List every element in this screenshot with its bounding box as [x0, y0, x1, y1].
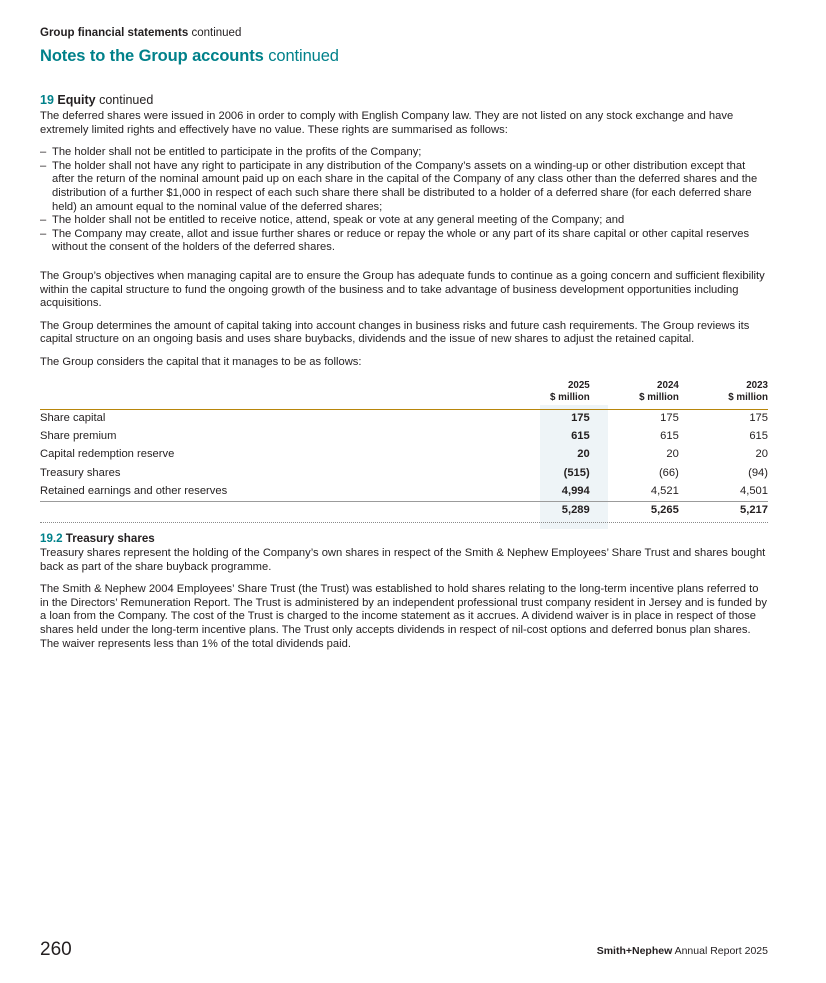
subsection-title: Treasury shares: [62, 532, 155, 546]
list-item-label: The Company may create, allot and issue further shares or reduce or repay the whole or any part of its share capital or other capital reserves without the consent of the holders of the deferred shares.: [52, 227, 750, 254]
row-value-2024: 4,521: [650, 484, 679, 497]
table-row: [40, 482, 768, 501]
main-content: [40, 92, 768, 660]
list-item-label: The holder shall not be entitled to receive notice, attend, speak or vote at any general meeting of the Company; and: [52, 214, 625, 227]
row-label: Treasury shares: [40, 466, 121, 479]
capital-intro-paragraph: The Group considers the capital that it manages to be as follows:: [40, 355, 362, 368]
list-item: [40, 146, 768, 160]
list-item: [40, 228, 768, 255]
table-col-unit-2023: $ million: [728, 392, 768, 403]
dash-icon: –: [40, 159, 47, 172]
subsection-heading: [40, 531, 768, 546]
row-label: Share premium: [40, 430, 117, 443]
total-label: [40, 501, 501, 520]
total-value-2024: 5,265: [590, 501, 679, 520]
dash-icon: –: [40, 227, 47, 240]
table-col-unit-2024: $ million: [639, 392, 679, 403]
list-item: [40, 160, 768, 214]
note-heading: [40, 92, 768, 108]
running-head: [40, 26, 241, 40]
list-item-label: The holder shall not have any right to participate in any distribution of the Company’s assets on a winding-up or other distribution except that after the return of the nominal amount paid up on each share in the capital of the Company of any class other than the deferred shares and the distribution of a further $1,000 in respect of each such share there shall be distributed to a holder of a deferred share (for each deferred share held) an amount equal to the nominal value of the deferred shares;: [52, 159, 758, 213]
row-value-2024: 175: [660, 412, 679, 425]
table-col-unit-2025: $ million: [549, 392, 590, 403]
table-bottom-dotted-rule: [40, 522, 768, 523]
page-number: 260: [40, 939, 72, 960]
table-col-unit-label: [40, 392, 501, 405]
row-label: Capital redemption reserve: [40, 448, 175, 461]
list-item-label: The holder shall not be entitled to participate in the profits of the Company;: [52, 146, 422, 159]
table-col-year-2024: 2024: [657, 379, 679, 391]
table-body: [40, 409, 768, 520]
row-value-2023: 175: [749, 412, 768, 425]
row-value-2023: 615: [749, 430, 768, 443]
table-col-year-2025: 2025: [567, 379, 590, 391]
note-title: Equity: [57, 93, 96, 107]
page-title-text: Notes to the Group accounts: [40, 47, 264, 65]
table-row: [40, 446, 768, 464]
row-value-2025: 615: [571, 430, 590, 443]
dash-icon: –: [40, 214, 47, 227]
subsection-number: 19.2: [40, 532, 63, 546]
row-value-2024: 615: [660, 430, 679, 443]
table-col-year-2023: 2023: [746, 379, 768, 391]
page-title: [40, 46, 339, 66]
running-head-title: Group financial statements: [40, 27, 189, 39]
table-row: [40, 464, 768, 482]
list-item: [40, 214, 768, 228]
table-row: [40, 409, 768, 428]
capital-table: [40, 380, 768, 521]
treasury-shares-paragraph-2: The Smith & Nephew 2004 Employees’ Share Trust (the Trust) was established to hold shares relating to the long-term incentive plans referred to in the Directors’ Remuneration Report. The Trust is administered by an independent professional trust company resident in Jersey and is funded by a loan from the Company. The cost of the Trust is charged to the income statement as it accrues. A dividend waiver is in place in respect of those shares held under the long-term incentive plans. The Trust only accepts dividends in respect of nil-cost options and deferred bonus plan shares. The waiver represents less than 1% of the total dividends paid.: [40, 583, 767, 650]
dash-icon: –: [40, 146, 47, 159]
note-number: 19: [40, 93, 54, 107]
row-value-2023: (94): [748, 466, 768, 479]
footer-report-label: [597, 945, 768, 957]
row-label: Share capital: [40, 412, 106, 425]
table-total-row: [40, 501, 768, 520]
treasury-shares-paragraph-1: Treasury shares represent the holding of the Company’s own shares in respect of the Smith & Nephew Employees’ Share Trust and shares bought back as part of the share buyback programme.: [40, 547, 766, 573]
total-value-2023: 5,217: [679, 501, 768, 520]
row-value-2025: 175: [571, 412, 590, 425]
row-value-2024: (66): [658, 466, 679, 479]
page-title-continued: continued: [263, 47, 339, 65]
footer-report: Annual Report 2025: [672, 945, 768, 957]
note-continued: continued: [95, 93, 154, 107]
table-header: [40, 380, 768, 410]
running-head-continued: continued: [188, 27, 242, 39]
row-label: Retained earnings and other reserves: [40, 484, 228, 497]
row-value-2023: 20: [755, 448, 768, 461]
note-intro-paragraph: The deferred shares were issued in 2006 in order to comply with English Company law. They are not listed on any stock exchange and have extremely limited rights and effectively have no value. These rights are summarised as follows:: [40, 110, 734, 136]
capital-determination-paragraph: The Group determines the amount of capital taking into account changes in business risks and future cash requirements. The Group reviews its capital structure on an ongoing basis and uses share buybacks, dividends and the issue of new shares to adjust the retained capital.: [40, 319, 750, 346]
row-value-2025: (515): [563, 466, 590, 479]
total-value-2025: 5,289: [501, 501, 590, 520]
deferred-share-rights-list: [40, 146, 768, 255]
table-col-label: [40, 380, 501, 393]
table-row: [40, 428, 768, 446]
capital-objectives-paragraph: The Group’s objectives when managing capital are to ensure the Group has adequate funds to continue as a going concern and sufficient flexibility within the capital structure to fund the ongoing growth of the business and to take advantage of business development opportunities including acquisitions.: [40, 269, 765, 310]
row-value-2025: 20: [577, 448, 590, 461]
footer-brand: Smith+Nephew: [596, 945, 673, 957]
row-value-2024: 20: [666, 448, 679, 461]
row-value-2025: 4,994: [561, 484, 590, 497]
row-value-2023: 4,501: [740, 484, 768, 497]
